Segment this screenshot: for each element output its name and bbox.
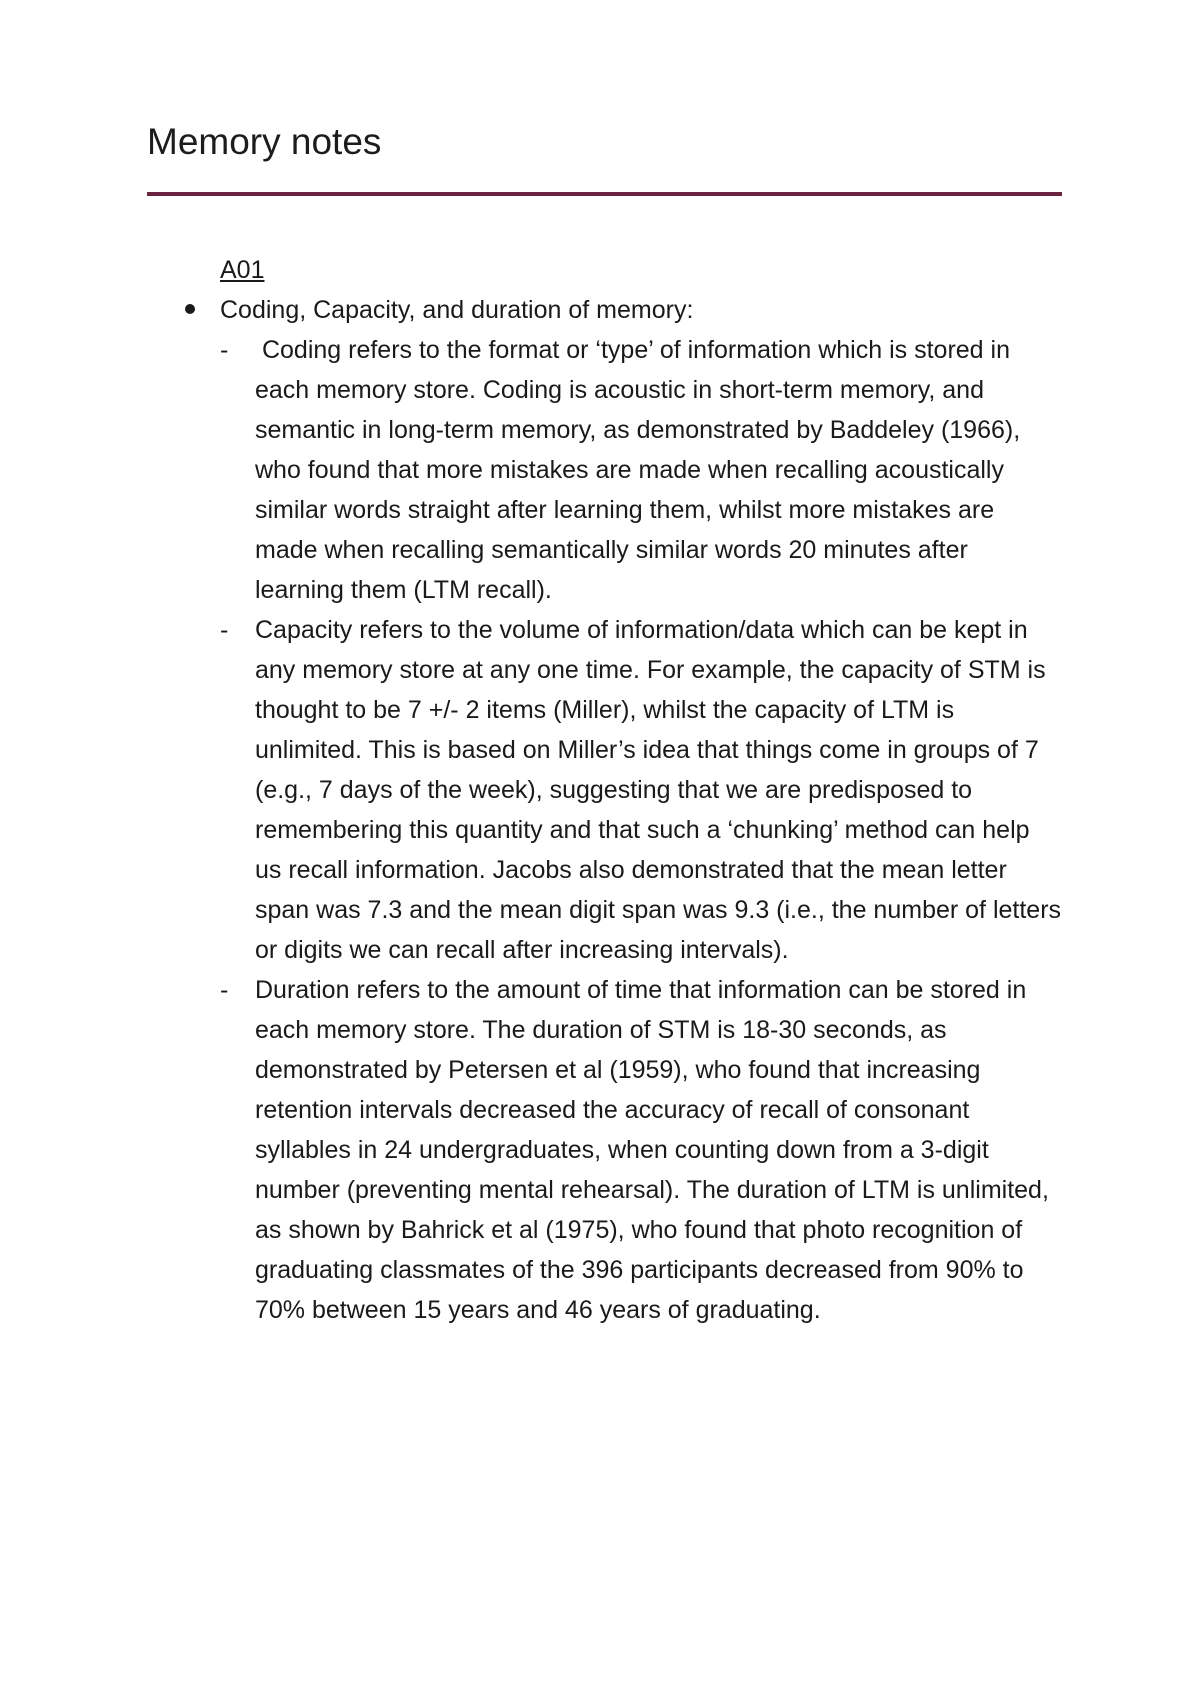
section-heading: A01: [220, 256, 265, 284]
dash-list: [147, 330, 1062, 1330]
dash-item-text: Capacity refers to the volume of information/data which can be kept in any memory store at any one time. For example, the capacity of STM is thought to be 7 +/- 2 items (Miller), whilst the capacity of LTM is unlimited. This is based on Miller’s idea that things come in groups of 7 (e.g., 7 days of the week), suggesting that we are predisposed to remembering this quantity and that such a ‘chunking’ method can help us recall information. Jacobs also demonstrated that the mean letter span was 7.3 and the mean digit span was 9.3 (i.e., the number of letters or digits we can recall after increasing intervals).: [255, 616, 1062, 964]
dash-item-text: Duration refers to the amount of time that information can be stored in each memory store. The duration of STM is 18-30 seconds, as demonstrated by Petersen et al (1959), who found that increasing retention intervals decreased the accuracy of recall of consonant syllables in 24 undergraduates, when counting down from a 3-digit number (preventing mental rehearsal). The duration of LTM is unlimited, as shown by Bahrick et al (1975), who found that photo recognition of graduating classmates of the 396 participants decreased from 90% to 70% between 15 years and 46 years of graduating.: [255, 976, 1049, 1324]
bullet-item: [147, 290, 1062, 330]
dash-item-duration: [147, 970, 1062, 1330]
document-title: Memory notes: [147, 121, 382, 162]
title-underline-rule: [147, 192, 1062, 196]
bullet-dot-icon: [185, 304, 195, 314]
dash-item-coding: [147, 330, 1062, 610]
dash-marker: -: [220, 976, 229, 1004]
dash-item-capacity: [147, 610, 1062, 970]
dash-item-text: Coding refers to the format or ‘type’ of information which is stored in each memory store. Coding is acoustic in short-term memory, and semantic in long-term memory, as demonstrated by Baddeley (1966), who found that more mistakes are made when recalling acoustically similar words straight after learning them, whilst more mistakes are made when recalling semantically similar words 20 minutes after learning them (LTM recall).: [255, 336, 1028, 604]
dash-marker: -: [220, 336, 229, 364]
dash-marker: -: [220, 616, 229, 644]
document-body: [147, 250, 1062, 1330]
bullet-text: Coding, Capacity, and duration of memory:: [220, 296, 694, 324]
